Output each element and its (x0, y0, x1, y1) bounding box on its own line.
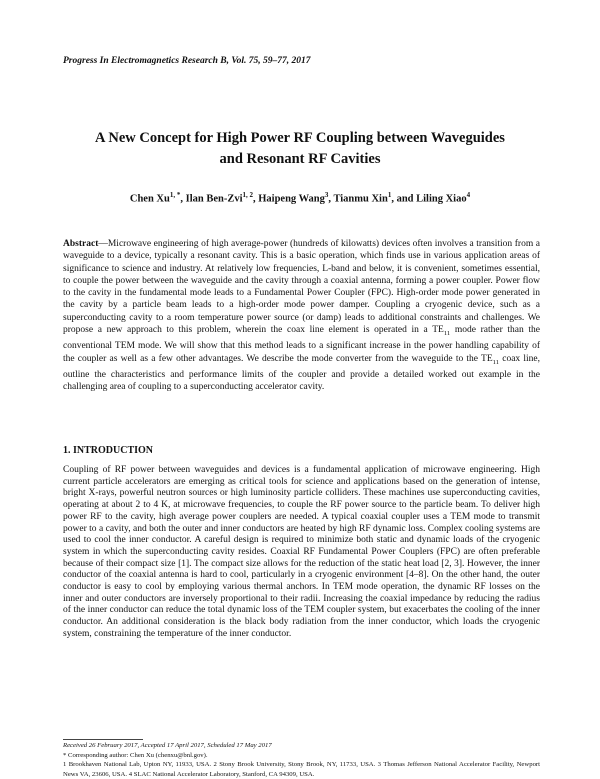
affiliations: 1 Brookhaven National Lab, Upton NY, 11933, USA. 2 Stony Brook University, Stony Brook, NY, 11733, USA. 3 Thomas Jefferson National Accelerator Facility, Newport News VA, 23606, USA. 4 SLAC National Accelerator Laboratory, Stanford, CA 94309, USA. (63, 761, 540, 778)
abstract-heading: Abstract (63, 239, 99, 249)
author-name: Ilan Ben-Zvi (185, 193, 243, 205)
introduction-paragraph: Coupling of RF power between waveguides and devices is a fundamental application of microwave engineering. High current particle accelerators are emerging as critical tools for science and applications based on the generation of intense, bright X-rays, powerful neutron sources or high luminosity particle colliders. These machines use superconducting cavities, operating at about 2 to 4 K, at microwave frequencies, to couple the RF power source to the particle beam. To deliver high power RF to the cavity, high average power couplers are needed. A typical coaxial coupler uses a TEM mode to transmit power to a cavity, and both the outer and inner conductors are heated by high RF dynamic loss. Complex cooling systems are used to cool the inner conductor. A careful design is required to minimize both static and dynamic loads of the cryogenic system in which the superconducting cavity resides. Coaxial RF Fundamental Power Couplers (FPC) are often preferable because of their compact size [1]. The compact size allows for the reduction of the static heat load [2, 3]. However, the inner conductor of the coaxial antenna is hard to cool, particularly in a cryogenic environment [4–8]. On the other hand, the outer conductor is easy to cool by employing various thermal anchors. In TEM mode operation, the dynamic RF losses on the inner and outer conductors are inversely proportional to their radii. Increasing the coaxial impedance by reducing the radius of the inner conductor can reduce the total dynamic loss of the TEM coupler system, but exacerbates the cooling of the inner conductor. An additional consideration is the black body radiation from the inner conductor, which loads the cryogenic system, constraining the temperature of the inner conductor. (63, 465, 540, 639)
mode-subscript: 11 (492, 358, 500, 366)
author-affiliation-sup: 4 (466, 191, 471, 199)
journal-header: Progress In Electromagnetics Research B, Vol. 75, 59–77, 2017 (63, 56, 311, 66)
author-list (40, 191, 560, 205)
received-dates: Received 26 February 2017, Accepted 17 April 2017, Scheduled 17 May 2017 (63, 742, 272, 749)
abstract-text-part-3: coax line, outline the characteristics and performance limits of the coupler and provide a detailed worked out example in the challenging area of coupling to a superconducting accelerator cavity. (63, 353, 540, 393)
author-affiliation-sup: 1 (387, 191, 392, 199)
footnote-divider (63, 739, 143, 740)
abstract (63, 238, 540, 393)
abstract-text-part-2: mode rather than the conventional TEM mode. We will show that this method leads to a significant increase in the power handling capability of the coupler as well as a few other advantages. We describe the mode converter from the waveguide to the TE (63, 325, 540, 364)
section-heading-introduction: 1. INTRODUCTION (63, 445, 154, 456)
author-separator: , (180, 193, 186, 205)
author-name: Tianmu Xin (333, 193, 388, 205)
mode-subscript: 11 (443, 329, 451, 337)
author-affiliation-sup: 3 (324, 191, 329, 199)
author-name: Chen Xu (129, 193, 170, 205)
author-name: Haipeng Wang (258, 193, 325, 205)
abstract-text-part-1: —Microwave engineering of high average-power (hundreds of kilowatts) devices often involves a transition from a waveguide to a device, typically a resonant cavity. This is a basic operation, which finds use in various application areas of significance to science and industry. At relatively low frequencies, L-band and below, it is convenient, sometimes essential, to couple the power between the waveguide and the cavity through a coaxial antenna, forming a power coupler. Power flow to the cavity in the fundamental mode leads to a Fundamental Power Coupler (FPC). High-order mode power generated in the cavity by a particle beam leads to a high-order mode power damper. Coupling a cryogenic device, such as a superconducting cavity to a room temperature power source (or damp) leads to additional constraints and challenges. We propose a new approach to this problem, wherein the coax line element is operated in a TE (63, 239, 540, 336)
footnotes (63, 741, 540, 779)
author-name: Liling Xiao (416, 193, 467, 205)
author-separator: , and (391, 193, 417, 205)
corresponding-author: * Corresponding author: Chen Xu (chenxu@bnl.gov). (63, 751, 208, 759)
author-separator: , (253, 193, 259, 205)
author-affiliation-sup: 1, 2 (242, 191, 253, 199)
paper-title (40, 128, 560, 170)
author-separator: , (328, 193, 334, 205)
title-line-1: A New Concept for High Power RF Coupling between Waveguides (95, 130, 505, 146)
title-line-2: and Resonant RF Cavities (219, 151, 381, 167)
author-affiliation-sup: 1, * (169, 191, 181, 199)
